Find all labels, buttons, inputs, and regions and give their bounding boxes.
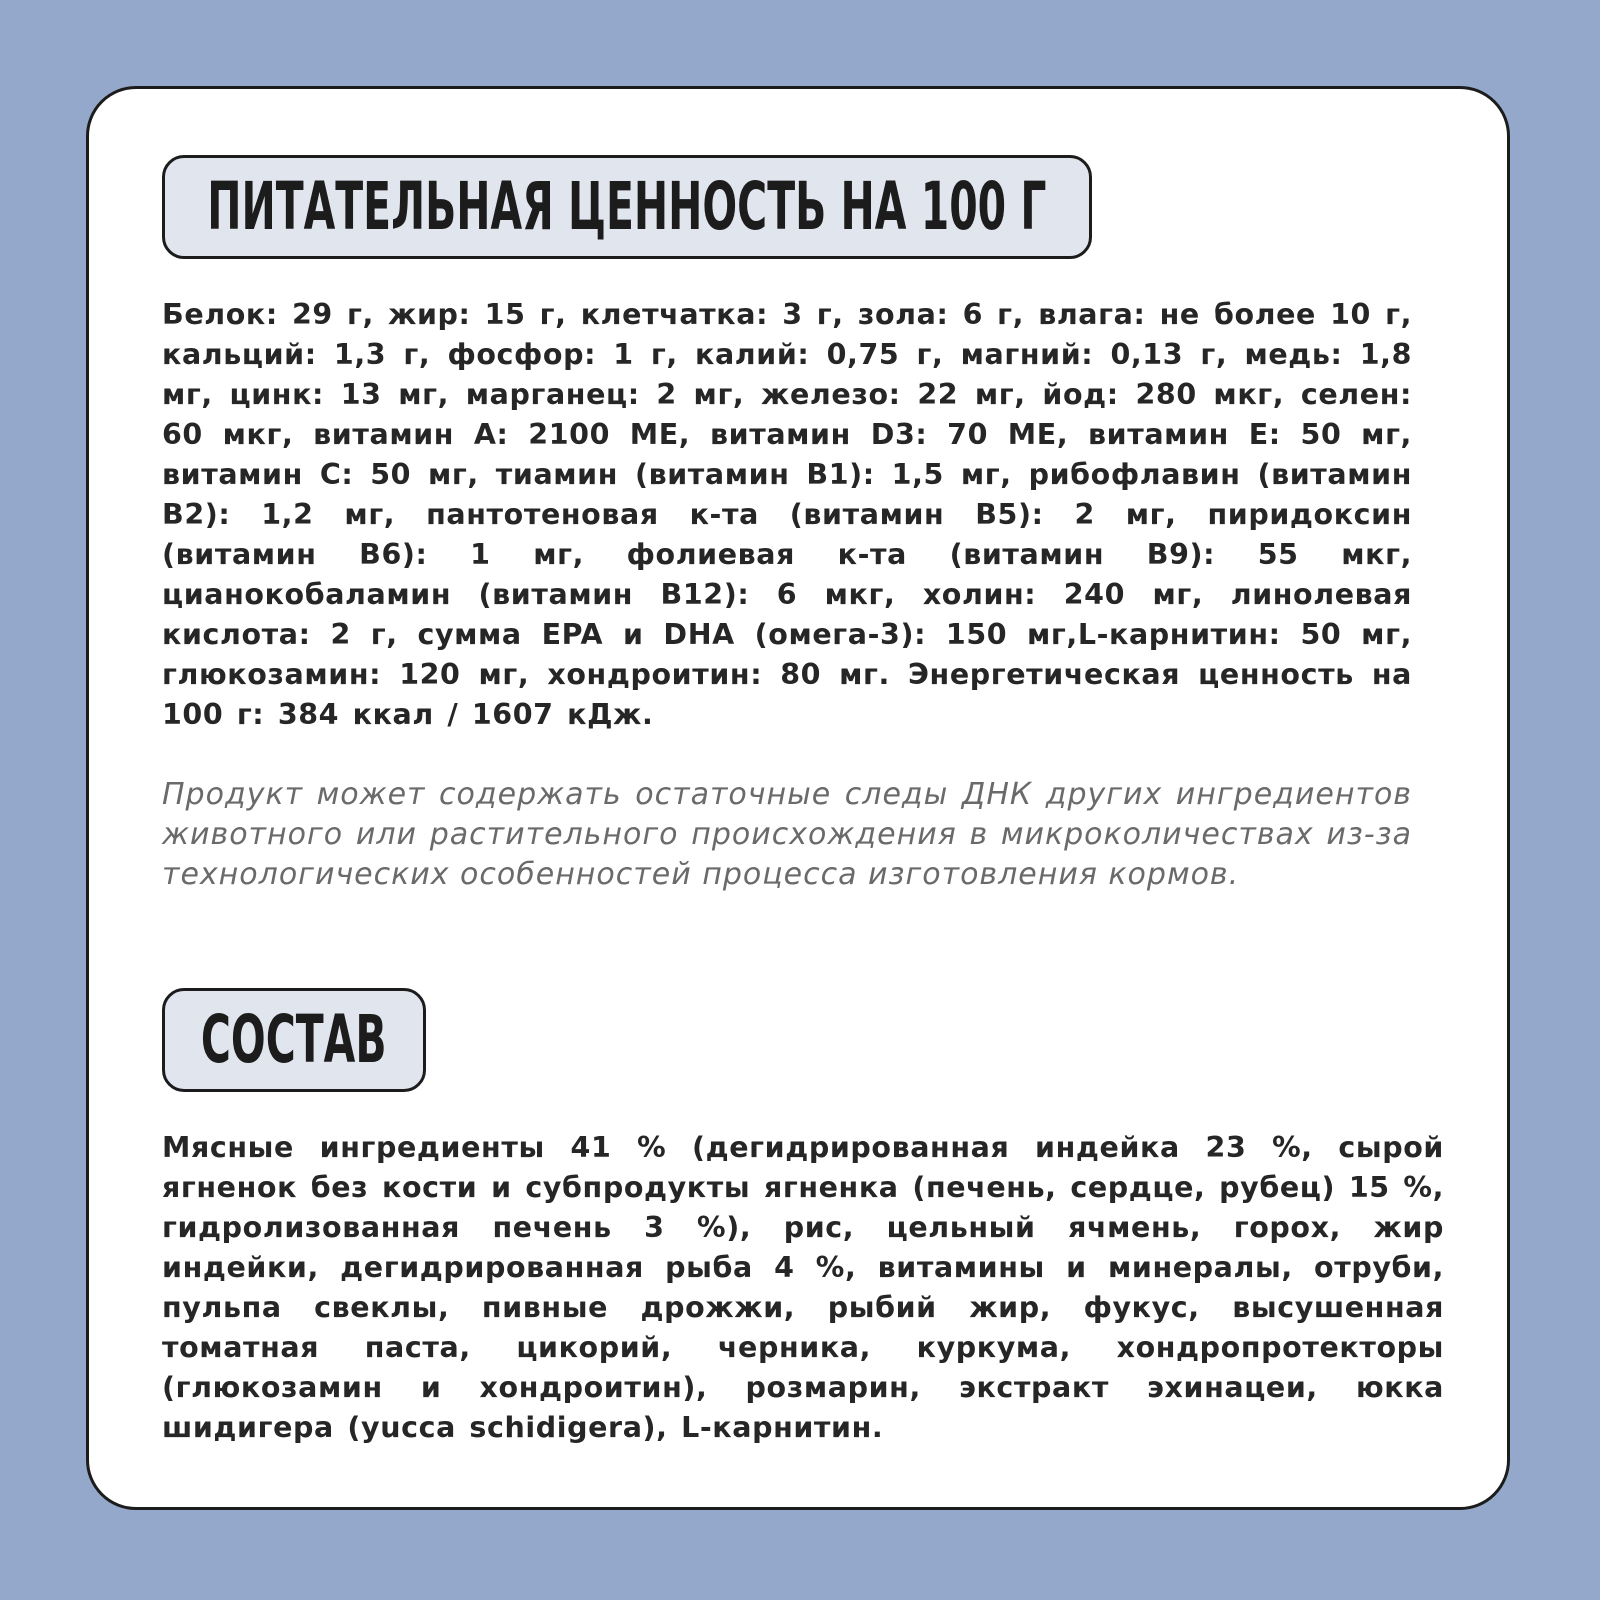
composition-heading: СОСТАВ: [201, 1001, 387, 1078]
composition-heading-box: [162, 988, 426, 1092]
composition-text: Мясные ингредиенты 41 % (дегидрированная индейка 23 %, сырой ягненок без кости и субпродукты ягненка (печень, сердце, рубец) 15 %, гидролизованная печень 3 %), рис, цельный ячмень, горох, жир индейки, дегидрированная рыба 4 %, витамины и минералы, отруби, пульпа свеклы, пивные дрожжи, рыбий жир, фукус, высушенная томатная паста, цикорий, черника, куркума, хондропротекторы (глюкозамин и хондроитин), розмарин, экстракт эхинацеи, юкка шидигера (yucca schidigera), L-карнитин.: [162, 1131, 1444, 1444]
nutrition-values-text: Белок: 29 г, жир: 15 г, клетчатка: 3 г, зола: 6 г, влага: не более 10 г, кальций: 1,3 г, фосфор: 1 г, калий: 0,75 г, магний: 0,13 г, медь: 1,8 мг, цинк: 13 мг, марганец: 2 мг, железо: 22 мг, йод: 280 мкг, селен: 60 мкг, витамин А: 2100 МЕ, витамин D3: 70 МЕ, витамин Е: 50 мг, витамин С: 50 мг, тиамин (витамин B1): 1,5 мг, рибофлавин (витамин B2): 1,2 мг, пантотеновая к-та (витамин B5): 2 мг, пиридоксин (витамин B6): 1 мг, фолиевая к-та (витамин B9): 55 мкг, цианокобаламин (витамин B12): 6 мкг, холин: 240 мг, линолевая кислота: 2 г, сумма EPA и DHA (омега-3): 150 мг,L-карнитин: 50 мг, глюкозамин: 120 мг, хондроитин: 80 мг. Энергетическая ценность на 100 г: 384 ккал / 1607 кДж.: [162, 298, 1412, 731]
nutrition-heading-box: [162, 155, 1092, 259]
info-card: [86, 86, 1510, 1510]
dna-disclaimer-text: Продукт может содержать остаточные следы ДНК других ингредиентов животного или растительного происхождения в микроколичествах из-за технологических особенностей процесса изготовления кормов.: [162, 777, 1412, 892]
nutrition-heading: ПИТАТЕЛЬНАЯ ЦЕННОСТЬ НА 100 Г: [207, 168, 1047, 245]
